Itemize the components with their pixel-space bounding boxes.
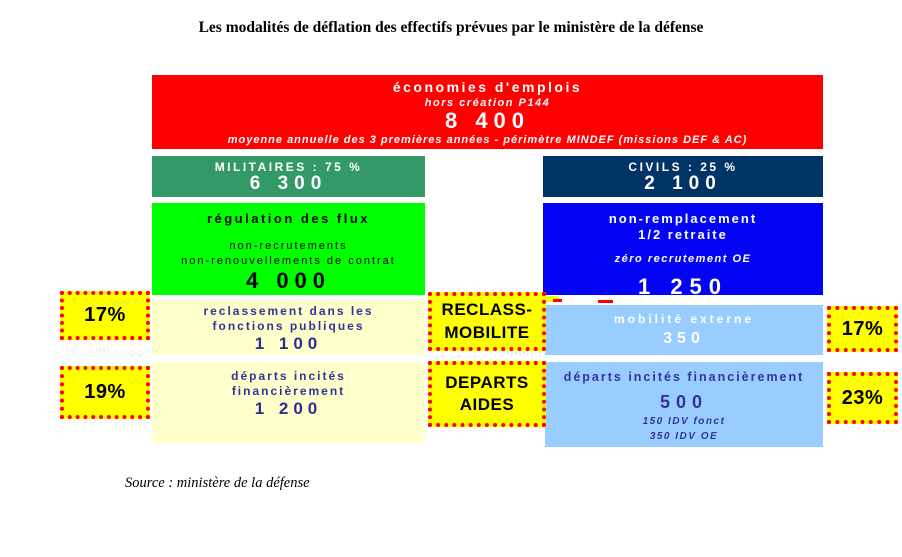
red-connector-dash	[598, 300, 613, 303]
departs-militaires-value: 1 200	[254, 399, 323, 418]
economies-title: économies d'emplois	[392, 79, 583, 95]
red-connector-dash	[553, 299, 562, 302]
mobilite-externe-value: 350	[663, 330, 705, 347]
economies-footnote: moyenne annuelle des 3 premières années - périmètre MINDEF (missions DEF & AC)	[227, 133, 748, 146]
reclassement-box	[152, 300, 425, 355]
departs-incites-civils-box	[545, 362, 823, 447]
percentage-badge-mobilite-civils: 17%	[827, 306, 898, 352]
percentage-badge-departs-militaires: 19%	[60, 366, 150, 419]
reclass-mobilite-line2: MOBILITE	[444, 322, 530, 342]
regulation-flux-value: 4 000	[245, 267, 332, 293]
reclass-mobilite-line1: RECLASS-	[441, 300, 533, 320]
departs-aides-line1: DEPARTS	[445, 372, 529, 392]
militaires-value: 6 300	[249, 172, 328, 194]
departs-aides-line2: AIDES	[459, 395, 515, 414]
civils-value: 2 100	[644, 172, 722, 194]
departs-aides-callout	[428, 361, 546, 427]
non-remplacement-box	[543, 203, 823, 299]
departs-civils-value: 500	[659, 392, 709, 412]
departs-militaires-line1: départs incités	[231, 369, 346, 383]
departs-civils-label: départs incités financièrement	[563, 370, 805, 384]
source-note: Source : ministère de la défense	[125, 475, 310, 491]
civils-label: CIVILS : 25 %	[628, 159, 738, 174]
mobilite-externe-box	[545, 305, 823, 355]
militaires-label: MILITAIRES : 75 %	[214, 159, 363, 174]
economies-subtitle: hors création P144	[424, 96, 551, 109]
regulation-flux-title: régulation des flux	[206, 211, 371, 226]
non-remplacement-line2: 1/2 retraite	[638, 227, 728, 243]
non-remplacement-note: zéro recrutement OE	[614, 252, 752, 265]
percentage-badge-departs-civils: 23%	[827, 372, 898, 424]
departs-civils-note2: 350 IDV OE	[649, 430, 719, 442]
regulation-flux-line2: non-renouvellements de contrat	[181, 254, 396, 267]
reclassement-line1: reclassement dans les	[203, 304, 374, 318]
civils-box	[543, 156, 823, 197]
departs-incites-militaires-box	[152, 362, 425, 443]
economies-value: 8 400	[444, 108, 531, 134]
page-title: Les modalités de déflation des effectifs prévues par le ministère de la défense	[198, 19, 704, 36]
economies-emplois-box	[152, 75, 823, 149]
reclassement-line2: fonctions publiques	[212, 319, 365, 333]
non-remplacement-value: 1 250	[637, 273, 729, 299]
militaires-box	[152, 156, 425, 197]
reclassement-value: 1 100	[254, 334, 323, 353]
reclass-mobilite-callout	[428, 292, 546, 351]
non-remplacement-line1: non-remplacement	[608, 211, 758, 226]
percentage-badge-reclassement-militaires: 17%	[60, 291, 150, 340]
regulation-flux-box	[152, 203, 425, 295]
departs-militaires-line2: financièrement	[231, 384, 346, 398]
regulation-flux-line1: non-recrutements	[229, 240, 348, 252]
departs-civils-note1: 150 IDV fonct	[642, 416, 726, 427]
mobilite-externe-label: mobilité externe	[613, 312, 755, 326]
